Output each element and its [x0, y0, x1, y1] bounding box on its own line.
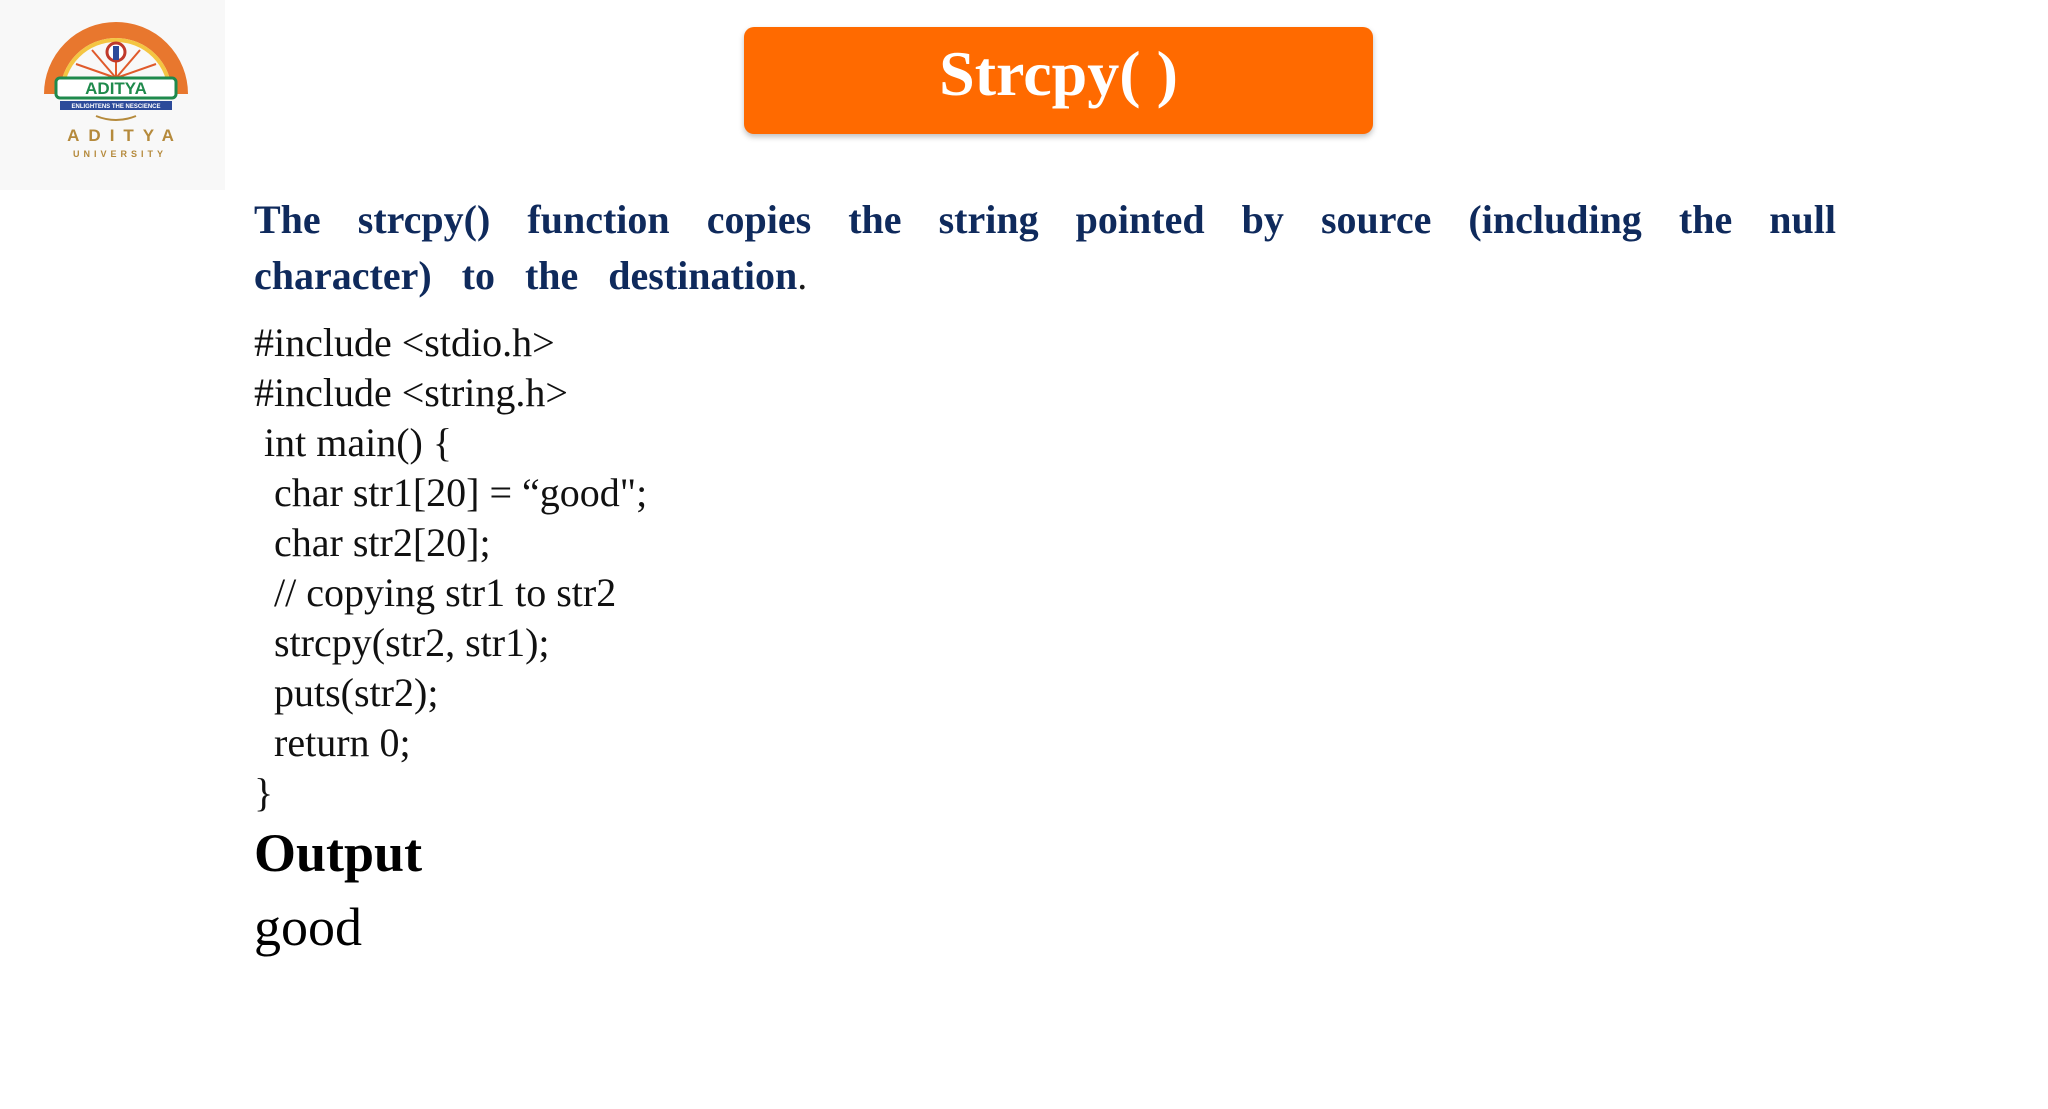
code-line: #include <string.h> — [254, 370, 568, 415]
logo-subtitle: UNIVERSITY — [72, 149, 167, 159]
description-text — [254, 192, 1836, 304]
description-period: . — [797, 253, 808, 298]
university-logo — [0, 0, 225, 190]
title-banner — [744, 27, 1373, 134]
code-line: return 0; — [254, 720, 411, 765]
code-line: int main() { — [254, 420, 453, 465]
logo-badge-text: ADITYA — [85, 79, 147, 98]
code-line: #include <stdio.h> — [254, 320, 555, 365]
description-body: The strcpy() function copies the string pointed by source (including the null character) to the destination — [254, 197, 1836, 298]
output-value: good — [254, 897, 362, 957]
code-line: } — [254, 770, 274, 815]
code-line: strcpy(str2, str1); — [254, 620, 550, 665]
aditya-university-emblem-icon — [40, 22, 192, 122]
code-line: char str1[20] = “good"; — [254, 470, 648, 515]
code-line: // copying str1 to str2 — [254, 570, 617, 615]
code-line: puts(str2); — [254, 670, 439, 715]
output-heading: Output — [254, 823, 423, 883]
logo-ribbon-text: ENLIGHTENS THE NESCIENCE — [71, 104, 161, 110]
code-line: char str2[20]; — [254, 520, 491, 565]
code-listing — [254, 318, 647, 818]
logo-name: ADITYA — [67, 126, 183, 145]
slide-title: Strcpy( ) — [939, 37, 1178, 109]
